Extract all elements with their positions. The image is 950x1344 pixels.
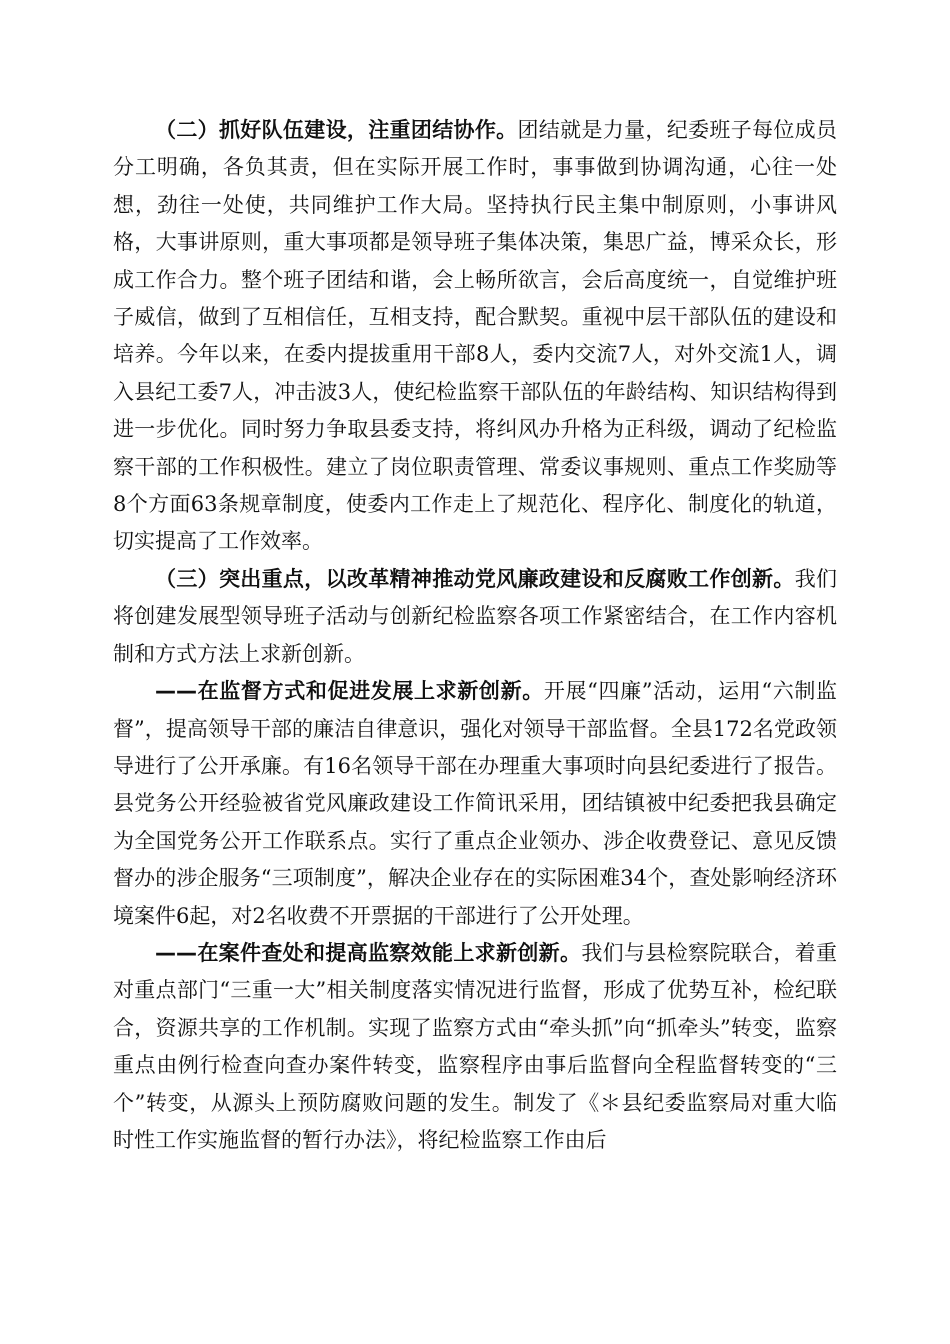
paragraph-body: 我们与县检察院联合，着重对重点部门“三重一大”相关制度落实情况进行监督，形成了优势互补，检纪联合，资源共享的工作机制。实现了监察方式由“牵头抓”向“抓牵头”转变，监察重点由例行检查向查办案件转变，监察程序由事后监督向全程监督转变的“三个”转变，从源头上预防腐败问题的发生。制发了《＊县纪委监察局对重大临时性工作实施监督的暂行办法》，将纪检监察工作由后: [113, 940, 838, 1152]
paragraph-body: 团结就是力量，纪委班子每位成员分工明确，各负其责，但在实际开展工作时，事事做到协调沟通，心往一处想，劲往一处使，共同维护工作大局。坚持执行民主集中制原则，小事讲风格，大事讲原则，重大事项都是领导班子集体决策，集思广益，博采众长，形成工作合力。整个班子团结和谐，会上畅所欲言，会后高度统一，自觉维护班子威信，做到了互相信任，互相支持，配合默契。重视中层干部队伍的建设和培养。今年以来，在委内提拔重用干部8人，委内交流7人，对外交流1人，调入县纪工委7人，冲击波3人，使纪检监察干部队伍的年龄结构、知识结构得到进一步优化。同时努力争取县委支持，将纠风办升格为正科级，调动了纪检监察干部的工作积极性。建立了岗位职责管理、常委议事规则、重点工作奖励等8个方面63条规章制度，使委内工作走上了规范化、程序化、制度化的轨道，切实提高了工作效率。: [113, 118, 837, 554]
paragraph-heading: ——在案件查处和提高监察效能上求新创新。: [155, 940, 582, 965]
document-page: [113, 112, 837, 1159]
paragraph-team-building: [113, 112, 837, 561]
paragraph-body: 开展“四廉”活动，运用“六制监督”，提高领导干部的廉洁自律意识，强化对领导干部监督。全县172名党政领导进行了公开承廉。有16名领导干部在办理重大事项时向县纪委进行了报告。县党务公开经验被省党风廉政建设工作简讯采用，团结镇被中纪委把我县确定为全国党务公开工作联系点。实行了重点企业领办、涉企收费登记、意见反馈督办的涉企服务“三项制度”，解决企业存在的实际困难34个，查处影响经济环境案件6起，对2名收费不开票据的干部进行了公开处理。: [113, 679, 837, 928]
paragraph-supervision-methods: [113, 673, 837, 935]
paragraph-heading: （三）突出重点，以改革精神推动党风廉政建设和反腐败工作创新。: [155, 566, 795, 591]
paragraph-reform-innovation: [113, 561, 837, 673]
paragraph-heading: ——在监督方式和促进发展上求新创新。: [155, 679, 544, 704]
paragraph-heading: （二）抓好队伍建设，注重团结协作。: [155, 118, 518, 142]
paragraph-case-investigation: [113, 935, 837, 1159]
paragraph-body: 我们将创建发展型领导班子活动与创新纪检监察各项工作紧密结合，在工作内容机制和方式方法上求新创新。: [113, 566, 838, 666]
